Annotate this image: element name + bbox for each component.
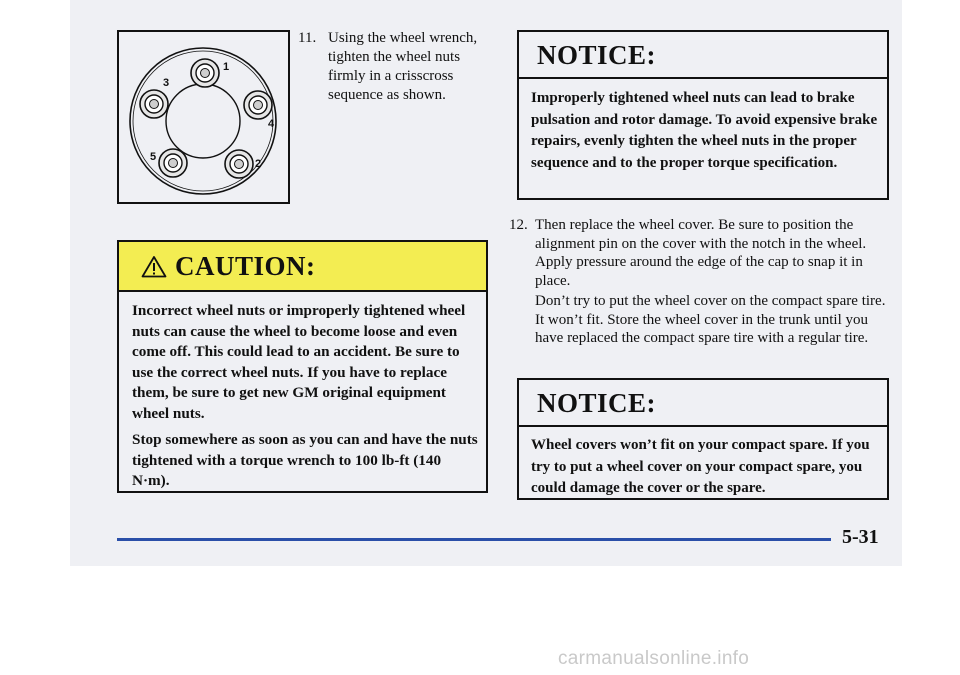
footer-rule xyxy=(117,538,831,541)
notice-box-brake xyxy=(517,30,889,200)
step-number: 12. xyxy=(509,217,528,233)
lug-nut-sequence-diagram xyxy=(117,30,290,204)
notice-title: NOTICE: xyxy=(537,40,657,70)
page-number: 5-31 xyxy=(842,526,879,548)
step-number: 11. xyxy=(298,30,317,46)
notice-body: Improperly tightened wheel nuts can lead to brake pulsation and rotor damage. To avoid expensive brake repairs, evenly tighten the wheel nuts in the proper sequence and to the proper torque specification. xyxy=(531,90,878,171)
lug-nut-3 xyxy=(140,90,168,118)
lug-nut-4 xyxy=(244,91,272,119)
caution-paragraph: Incorrect wheel nuts or improperly tightened wheel nuts can cause the wheel to become loose and even come off. This could lead to an accident. Be sure to use the correct wheel nuts. If you have to replace them, be sure to get new GM original equipment wheel nuts. xyxy=(132,302,466,422)
notice-box-wheel-cover xyxy=(517,378,889,500)
warning-triangle-icon xyxy=(141,255,167,278)
caution-paragraph: Stop somewhere as soon as you can and have the nuts tightened with a torque wrench to 100 lb-ft (140 N·m). xyxy=(132,431,478,489)
caution-box xyxy=(117,240,488,493)
caution-title: CAUTION: xyxy=(175,251,316,281)
lug-nut-2 xyxy=(225,150,253,178)
notice-header xyxy=(519,380,887,427)
lug-label-1: 1 xyxy=(223,61,230,73)
notice-title: NOTICE: xyxy=(537,388,657,418)
lug-label-4: 4 xyxy=(268,118,275,130)
lug-nut-1 xyxy=(191,59,219,87)
notice-body: Wheel covers won’t fit on your compact spare. If you try to put a wheel cover on your compact spare, you could damage the cover or the spare. xyxy=(531,437,870,496)
lug-label-3: 3 xyxy=(163,77,170,89)
caution-body xyxy=(132,301,482,498)
watermark: carmanualsonline.info xyxy=(558,648,750,669)
step-text: Using the wheel wrench, tighten the wheel nuts firmly in a crisscross sequence as shown. xyxy=(328,30,478,103)
step-text: Then replace the wheel cover. Be sure to position the alignment pin on the cover with the notch in the wheel. Apply pressure around the edge of the cap to snap it in place. xyxy=(535,217,867,289)
lug-label-5: 5 xyxy=(150,151,157,163)
caution-header xyxy=(119,242,486,292)
step-text-continued: Don’t try to put the wheel cover on the compact spare tire. It won’t fit. Store the wheel cover in the trunk until you have replaced the compact spare tire with a regular tire. xyxy=(535,293,886,346)
lug-label-2: 2 xyxy=(255,158,262,170)
wheel-lug-pattern-illustration xyxy=(119,32,288,202)
lug-nut-5 xyxy=(159,149,187,177)
notice-header xyxy=(519,32,887,79)
